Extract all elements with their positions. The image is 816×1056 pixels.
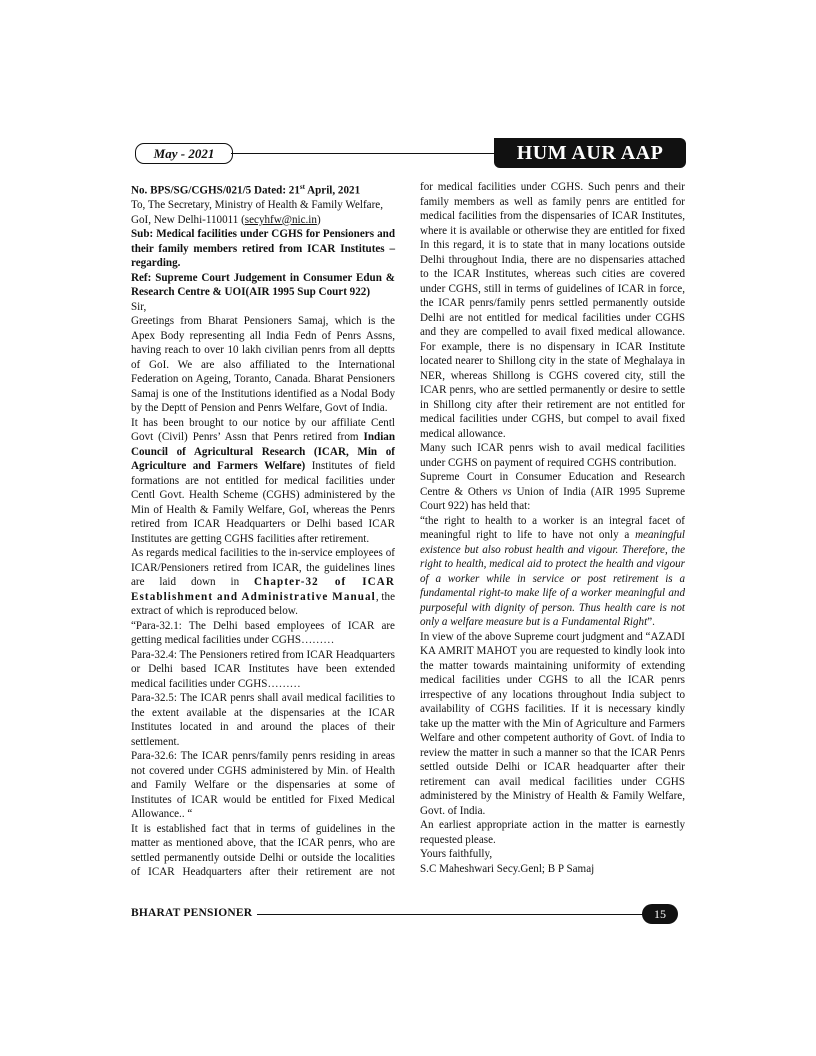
closing: Yours faithfully, bbox=[420, 848, 493, 860]
letter-reference-number: No. BPS/SG/CGHS/021/5 Dated: 21st April, 2021 bbox=[131, 183, 361, 197]
paragraph-supreme-court: Supreme Court in Consumer Education and Research Centre & Others vs Union of India (AIR 1995 Supreme Court 922) has held that: bbox=[420, 471, 685, 512]
paragraph-guidelines: As regards medical facilities to the in-service employees of ICAR/Pensioners retired from ICAR, the guidelines lines are laid down in Chapter-32 of ICAR Establishment and Administrative Manual, the extract of which is reproduced below. bbox=[131, 547, 395, 618]
letter-subject: Sub: Medical facilities under CGHS for Pensioners and their family members retired from ICAR Institutes – regarding. bbox=[131, 228, 395, 270]
court-quote: “the right to health to a worker is an integral facet of meaningful right to life to have not only a meaningful existence but also robust health and vigour. Therefore, the right to health, medical aid to protect the health and vigour of a worker while in service or post retirement is a fundamental right-to make life of a worker meaningful and purposeful with dignity of person. Thus health care is not only a welfare measure but is a Fundamental Right”. bbox=[420, 514, 685, 628]
page-header bbox=[131, 138, 686, 170]
issue-date: May - 2021 bbox=[135, 143, 233, 164]
paragraph-notice: It has been brought to our notice by our affiliate Centl Govt (Civil) Penrs’ Assn that Penrs retired from Indian Council of Agricultural Research (ICAR, Min of Agriculture and Farmers Welfare) Institutes of field formations are not entitled for medical facilities under Centl Govt. Health Scheme (CGHS) administered by the Min of Health & Family Welfare, GoI, whereas the Penrs retired from ICAR Headquarters or Delhi based ICAR Institutes are getting CGHS facilities after retirement. bbox=[131, 416, 395, 545]
letter-ref: Ref: Supreme Court Judgement in Consumer Edun & Research Centre & UOI(AIR 1995 Sup Court 922) bbox=[131, 271, 395, 299]
footer-rule bbox=[257, 914, 650, 915]
addressee: To, The Secretary, Ministry of Health & Family Welfare, GoI, New Delhi-110011 (secyhfw@nic.in) bbox=[131, 199, 383, 226]
left-column bbox=[131, 180, 395, 880]
para-32-4: Para-32.4: The Pensioners retired from ICAR Headquarters or Delhi based ICAR Institutes have been extended medical facilities under CGHS……… bbox=[131, 648, 395, 690]
paragraph-earnest: An earliest appropriate action in the matter is earnestly requested please. bbox=[420, 819, 685, 846]
publication-name: BHARAT PENSIONER bbox=[131, 907, 253, 919]
paragraph-request: In view of the above Supreme court judgment and “AZADI KA AMRIT MAHOT you are requested to kindly look into the matter towards maintaining uniformity of extending medical facilities under CGHS to all the ICAR penrs irrespective of any locations throughout India subject to availability of CGHS facilities. If it is necessary kindly take up the matter with the Min of Agriculture and Farmers Welfare and other competent authority of Govt. of India to review the matter in such a manner so that the ICAR Penrs settled outside Delhi or ICAR headquarter after their retirement can avail medical facilities under CGHS administered by the Ministry of Health & Family Welfare, Govt. of India. bbox=[420, 630, 685, 817]
paragraph-many-penrs: Many such ICAR penrs wish to avail medical facilities under CGHS on payment of required CGHS contribution. bbox=[420, 442, 685, 469]
page-number: 15 bbox=[642, 904, 678, 924]
email-link[interactable]: secyhfw@nic.in bbox=[244, 213, 317, 226]
magazine-title: HUM AUR AAP bbox=[494, 138, 686, 168]
header-rule bbox=[231, 153, 496, 154]
para-32-6: Para-32.6: The ICAR penrs/family penrs residing in areas not covered under CGHS administered by Min. of Health and Family Welfare or the dispensaries at some of Institutes of ICAR would be entitled for Fixed Medical Allowance.. “ bbox=[131, 750, 395, 821]
salutation: Sir, bbox=[131, 300, 147, 313]
signature: S.C Maheshwari Secy.Genl; B P Samaj bbox=[420, 862, 595, 875]
page-footer bbox=[131, 904, 686, 926]
para-32-5: Para-32.5: The ICAR penrs shall avail medical facilities to the extent available at the dispensaries at the ICAR Institutes located in and around the places of their settlement. bbox=[131, 692, 395, 748]
paragraph-established-fact-continued: for medical facilities under CGHS. Such penrs and their family members as well as family penrs are entitled for medical facilities from the dispensaries of ICAR Institutes, where it is available or otherwise they are entitled for fixed bbox=[420, 181, 685, 237]
paragraph-intro: Greetings from Bharat Pensioners Samaj, which is the Apex Body representing all India Fedn of Penrs Assns, having reach to over 10 lakh civilian penrs from all deptts of GoI. We are also affiliated to the International Federation on Ageing, Toranto, Canada. Bharat Pensioners Samaj is one of the Institutions identified as a Nodal Body by the Deptt of Pension and Penrs Welfare, Govt of India. bbox=[131, 315, 395, 415]
right-column bbox=[420, 180, 685, 876]
paragraph-regard: In this regard, it is to state that in many locations outside Delhi throughout India, there are no dispensaries attached to the ICAR Institutes, whereas such cities are covered under CGHS, still in terms of guidelines of ICAR in force, the ICAR penrs/family penrs settled permanently outside Delhi are not entitled for medical facilities under CGHS and they are compelled to avail fixed medical allowance. For example, there is no dispensary in ICAR Institute located nearer to Shillong city in the state of Meghalaya in NER, whereas Shillong is CGHS covered city, still the ICAR penrs, who are settled permanently or desire to settle in Shillong city after their retirement are not entitled for medical facilities under CGHS, but compel to avail fixed medical allowance. bbox=[420, 239, 685, 440]
paragraph-established-fact: It is established fact that in terms of guidelines in the matter as mentioned above, that the ICAR penrs, who are settled permanently outside Delhi or outside the localities of ICAR Headquarters after their retirement are not bbox=[131, 822, 395, 879]
para-32-1: “Para-32.1: The Delhi based employees of ICAR are getting medical facilities under CGHS……… bbox=[131, 619, 395, 647]
